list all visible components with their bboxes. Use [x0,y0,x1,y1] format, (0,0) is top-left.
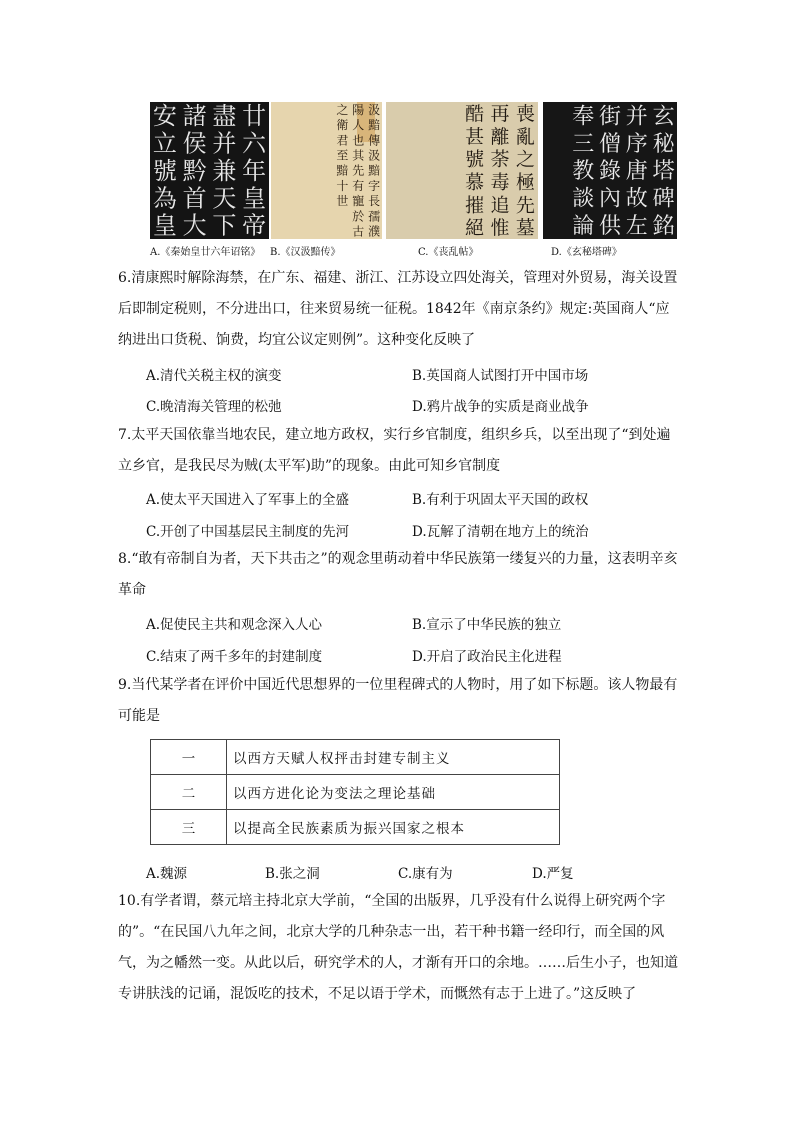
caption-a: A.《秦始皇廿六年诏铭》 [150,247,261,258]
q6-option-c: C.晚清海关管理的松弛 [146,399,282,415]
table-cell-num: 三 [151,810,227,845]
calligraphy-glyph: 安 [152,102,177,131]
calligraphy-glyph: 黯 [368,163,381,178]
calligraphy-glyph: 濮 [368,224,381,239]
table-cell-text: 以西方天赋人权抨击封建专制主义 [227,740,560,775]
calligraphy-glyph: 盡 [212,102,237,131]
calligraphy-glyph: 慕 [465,171,485,194]
calligraphy-glyph: 離 [490,125,510,148]
calligraphy-glyph: 皇 [242,184,267,213]
calligraphy-glyph: 亂 [515,125,535,148]
caption-c: C.《丧乱帖》 [418,247,479,258]
calligraphy-glyph: 墓 [515,217,535,239]
question-9-text: 9.当代某学者在评价中国近代思想界的一位里程碑式的人物时，用了如下标题。该人物最有可能是 [118,677,678,724]
calligraphy-glyph: 黯 [368,118,381,133]
calligraphy-glyph: 碑 [652,186,675,212]
calligraphy-glyph: 僧 [598,131,622,157]
calligraphy-glyph: 極 [515,171,535,194]
calligraphy-glyph: 衛 [336,118,349,133]
calligraphy-glyph: 奉 [572,104,595,130]
calligraphy-glyph: 秘 [652,131,675,157]
q7-option-d: D.瓦解了清朝在地方上的统治 [412,524,589,540]
q9-option-b: B.张之洞 [265,866,320,882]
calligraphy-glyph: 唐 [625,159,648,185]
calligraphy-glyph: 先 [515,194,535,217]
calligraphy-glyph: 銘 [652,214,675,239]
calligraphy-glyph: 也 [352,133,365,148]
calligraphy-glyph: 廿 [242,102,267,131]
calligraphy-glyph: 六 [242,129,267,158]
calligraphy-glyph: 天 [212,184,237,213]
calligraphy-glyph: 大 [182,211,207,239]
calligraphy-glyph: 先 [352,163,365,178]
q9-table [150,739,560,845]
table-row [151,775,560,810]
calligraphy-glyph: 序 [625,131,648,157]
calligraphy-glyph: 塔 [652,159,675,185]
q8-option-b: B.宣示了中华民族的独立 [412,617,562,633]
calligraphy-glyph: 絕 [465,217,485,239]
calligraphy-glyph: 帝 [242,211,267,239]
question-10-text: 10.有学者谓，蔡元培主持北京大学前，“全国的出版界，几乎没有什么说得上研究两个字的”。“在民国八九年之间，北京大学的几种杂志一出，若干种书籍一经印行，而全国的风气，为之幡然一变。从此以后，研究学术的人，才渐有开口的余地。……后生小子，也知道专讲肤浅的记诵，混饭吃的技术，不足以语于学术，而慨然有志于上进了。”这反映了 [118,893,678,1002]
calligraphy-glyph: 故 [625,186,648,212]
calligraphy-glyph: 號 [152,156,177,185]
q7-option-b: B.有利于巩固太平天国的政权 [412,492,589,508]
calligraphy-glyph: 毒 [490,171,510,194]
calligraphy-glyph: 下 [212,211,237,239]
calligraphy-glyph: 三 [572,131,595,157]
calligraphy-glyph: 君 [336,133,349,148]
calligraphy-glyph: 并 [212,129,237,158]
table-cell-text: 以西方进化论为变法之理论基础 [227,775,560,810]
calligraphy-glyph: 年 [242,156,267,185]
calligraphy-glyph: 供 [598,214,622,239]
calligraphy-glyph: 為 [152,184,177,213]
calligraphy-image-a [150,102,269,239]
calligraphy-glyph: 寵 [352,194,365,209]
calligraphy-glyph: 之 [515,148,535,171]
table-row [151,810,560,845]
calligraphy-glyph: 惟 [490,217,510,239]
table-cell-num: 一 [151,740,227,775]
calligraphy-glyph: 汲 [368,102,381,117]
calligraphy-glyph: 兼 [212,156,237,185]
q6-option-d: D.鸦片战争的实质是商业战争 [412,399,589,415]
calligraphy-glyph: 黯 [336,163,349,178]
table-cell-text: 以提高全民族素质为振兴国家之根本 [227,810,560,845]
calligraphy-glyph: 摧 [465,194,485,217]
calligraphy-glyph: 教 [572,159,595,185]
calligraphy-glyph: 字 [368,178,381,193]
q8-option-a: A.促使民主共和观念深入人心 [146,617,323,633]
q9-option-d: D.严复 [532,866,574,882]
q8-option-d: D.开启了政治民主化进程 [412,649,562,665]
calligraphy-glyph: 侯 [182,129,207,158]
calligraphy-glyph: 錄 [598,159,622,185]
table-row [151,740,560,775]
question-7-text: 7.太平天国依靠当地农民，建立地方政权，实行乡官制度，组织乡兵，以至出现了“到处遍立乡官，是我民尽为贼(太平军)助”的现象。由此可知乡官制度 [118,427,671,474]
calligraphy-glyph: 并 [625,104,648,130]
q6-option-b: B.英国商人试图打开中国市场 [412,368,589,384]
calligraphy-image-b [271,102,382,239]
calligraphy-glyph: 之 [336,102,349,117]
calligraphy-glyph: 孺 [368,209,381,224]
calligraphy-glyph: 追 [490,194,510,217]
calligraphy-glyph: 古 [352,224,365,239]
calligraphy-glyph: 立 [152,129,177,158]
q6-option-a: A.清代关税主权的演变 [146,368,282,384]
q7-option-c: C.开创了中国基层民主制度的先河 [146,524,350,540]
q9-option-a: A.魏源 [146,866,188,882]
calligraphy-glyph: 世 [336,194,349,209]
caption-b: B.《汉汲黯传》 [270,247,341,258]
calligraphy-glyph: 玄 [652,104,675,130]
calligraphy-glyph: 談 [572,186,595,212]
question-6-text: 6.清康熙时解除海禁，在广东、福建、浙江、江苏设立四处海关，管理对外贸易，海关设置后即制定税则，不分进出口，往来贸易统一征税。1842年《南京条约》规定:英国商人“应纳进出口货税、饷费，均宜公议定则例”。这种变化反映了 [118,270,678,348]
calligraphy-glyph: 黔 [182,156,207,185]
q7-option-a: A.使太平天国进入了军事上的全盛 [146,492,350,508]
calligraphy-glyph: 首 [182,184,207,213]
calligraphy-glyph: 傳 [368,133,381,148]
calligraphy-glyph: 荼 [490,148,510,171]
q8-option-c: C.结束了两千多年的封建制度 [146,649,323,665]
calligraphy-glyph: 街 [598,104,622,130]
calligraphy-glyph: 人 [352,118,365,133]
calligraphy-glyph: 內 [598,186,622,212]
calligraphy-glyph: 長 [368,194,381,209]
calligraphy-glyph: 汲 [368,148,381,163]
calligraphy-glyph: 諸 [182,102,207,131]
calligraphy-glyph: 十 [336,178,349,193]
caption-d: D.《玄秘塔碑》 [551,247,622,258]
calligraphy-glyph: 皇 [152,211,177,239]
calligraphy-glyph: 甚 [465,125,485,148]
calligraphy-glyph: 號 [465,148,485,171]
question-8-text: 8.“敢有帝制自为者，天下共击之”的观念里萌动着中华民族第一缕复兴的力量，这表明辛亥革命 [118,551,678,598]
calligraphy-glyph: 陽 [352,102,365,117]
calligraphy-glyph: 其 [352,148,365,163]
calligraphy-glyph: 有 [352,178,365,193]
calligraphy-glyph: 於 [352,209,365,224]
q9-option-c: C.康有为 [398,866,453,882]
calligraphy-image-c [386,102,538,239]
table-cell-num: 二 [151,775,227,810]
calligraphy-glyph: 喪 [515,103,535,126]
calligraphy-glyph: 論 [572,214,595,239]
calligraphy-glyph: 再 [490,103,510,126]
calligraphy-glyph: 至 [336,148,349,163]
calligraphy-glyph: 酷 [465,103,485,126]
calligraphy-image-d [543,102,677,239]
calligraphy-glyph: 左 [625,214,648,239]
